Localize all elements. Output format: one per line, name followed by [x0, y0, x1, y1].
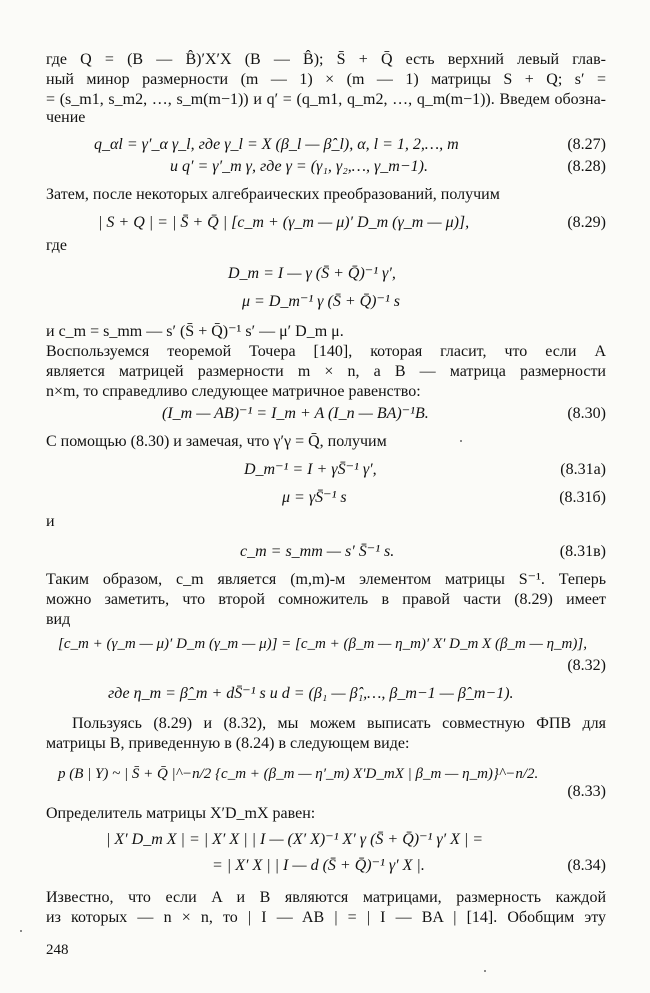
paragraph-line: С помощью (8.30) и замечая, что γ′γ = Q̄, получим [46, 433, 387, 450]
scan-speck [460, 440, 462, 442]
equation-number: (8.31б) [559, 489, 606, 506]
equation-number: (8.31в) [559, 543, 606, 560]
paragraph-line: Воспользуемся теоремой Точера [140], которая гласит, что если A [46, 343, 606, 360]
scan-speck [484, 970, 486, 972]
equation-number: (8.30) [567, 405, 606, 422]
equation-cm: и c_m = s_mm — s′ (S̄ + Q̄)⁻¹ s′ — μ′ D_m μ. [46, 323, 344, 340]
paragraph-line: Известно, что если A и B являются матрицами, размерность каждой [46, 889, 606, 906]
equation-8-27: q_αl = γ′_α γ_l, где γ_l = X (β_l — β̂_l), α, l = 1, 2,…, m [94, 136, 459, 153]
equation-eta: где η_m = β̂_m + dS̄⁻¹ s и d = (β₁ — β̂₁,…, β_m−1 — β̂_m−1). [108, 685, 514, 702]
equation-8-31c: c_m = s_mm — s′ S̄⁻¹ s. [240, 543, 395, 560]
equation-8-31b: μ = γS̄⁻¹ s [282, 489, 347, 506]
paragraph-line: чение [46, 109, 86, 126]
equation-dm: D_m = I — γ (S̄ + Q̄)⁻¹ γ′, [228, 265, 396, 282]
paragraph-line: можно заметить, что второй сомножитель в правой части (8.29) имеет [46, 591, 606, 608]
equation-8-32: [c_m + (γ_m — μ)′ D_m (γ_m — μ)] = [c_m + (β_m — η_m)′ X′ D_m X (β_m — η_m)], [58, 636, 587, 652]
paragraph-line: Пользуясь (8.29) и (8.32), мы можем выписать совместную ФПВ для [72, 715, 606, 732]
equation-8-30: (I_m — AB)⁻¹ = I_m + A (I_n — BA)⁻¹B. [162, 405, 429, 422]
equation-number: (8.32) [567, 657, 606, 674]
paragraph-line: n×m, то справедливо следующее матричное равенство: [46, 383, 421, 400]
equation-number: (8.33) [567, 783, 606, 800]
paragraph-line: Затем, после некоторых алгебраических преобразований, получим [46, 186, 500, 203]
paragraph-line: Определитель матрицы X′D_mX равен: [46, 805, 316, 822]
paragraph-line: и [46, 513, 55, 530]
paragraph-line: из которых — n × n, то | I — AB | = | I — BA | [14]. Обобщим эту [46, 909, 606, 926]
paragraph-line: ный минор размерности (m — 1) × (m — 1) матрицы S + Q; s′ = [46, 71, 606, 88]
equation-number: (8.31a) [560, 461, 606, 478]
equation-number: (8.28) [567, 158, 606, 175]
equation-8-28: и q′ = γ′_m γ, где γ = (γ₁, γ₂,…, γ_m−1). [170, 158, 428, 175]
paragraph-line: Таким образом, c_m является (m,m)-м элементом матрицы S⁻¹. Теперь [46, 571, 606, 588]
paragraph-line: вид [46, 611, 71, 628]
equation-number: (8.34) [567, 857, 606, 874]
paragraph-line: является матрицей размерности m × n, а B — матрица размерности [46, 363, 606, 380]
equation-8-29: | S + Q | = | S̄ + Q̄ | [c_m + (γ_m — μ)′ D_m (γ_m — μ)], [98, 214, 470, 231]
equation-number: (8.29) [567, 214, 606, 231]
page-number: 248 [46, 942, 69, 958]
paragraph-line: = (s_m1, s_m2, …, s_m(m−1)) и q′ = (q_m1, q_m2, …, q_m(m−1)). Введем обозна- [46, 91, 606, 108]
equation-8-33: p (B | Y) ~ | S̄ + Q̄ |^−n/2 {c_m + (β_m — η′_m) X′D_mX | β_m — η_m)}^−n/2. [58, 766, 539, 782]
equation-number: (8.27) [567, 136, 606, 153]
equation-8-31a: D_m⁻¹ = I + γS̄⁻¹ γ′, [244, 461, 377, 478]
equation-mu: μ = D_m⁻¹ γ (S̄ + Q̄)⁻¹ s [242, 293, 400, 310]
scan-speck [20, 930, 22, 932]
equation-8-34-line1: | X′ D_m X | = | X′ X | | I — (X′ X)⁻¹ X′ γ (S̄ + Q̄)⁻¹ γ′ X | = [106, 831, 484, 848]
paragraph-line: матрицы B, приведенную в (8.24) в следующем виде: [46, 735, 410, 752]
equation-8-34-line2: = | X′ X | | I — d (S̄ + Q̄)⁻¹ γ′ X |. [212, 857, 425, 874]
paragraph-line: где Q = (B — B̂)′X′X (B — B̂); S̄ + Q̄ есть верхний левый глав- [46, 51, 606, 68]
paragraph-line: где [46, 237, 68, 254]
